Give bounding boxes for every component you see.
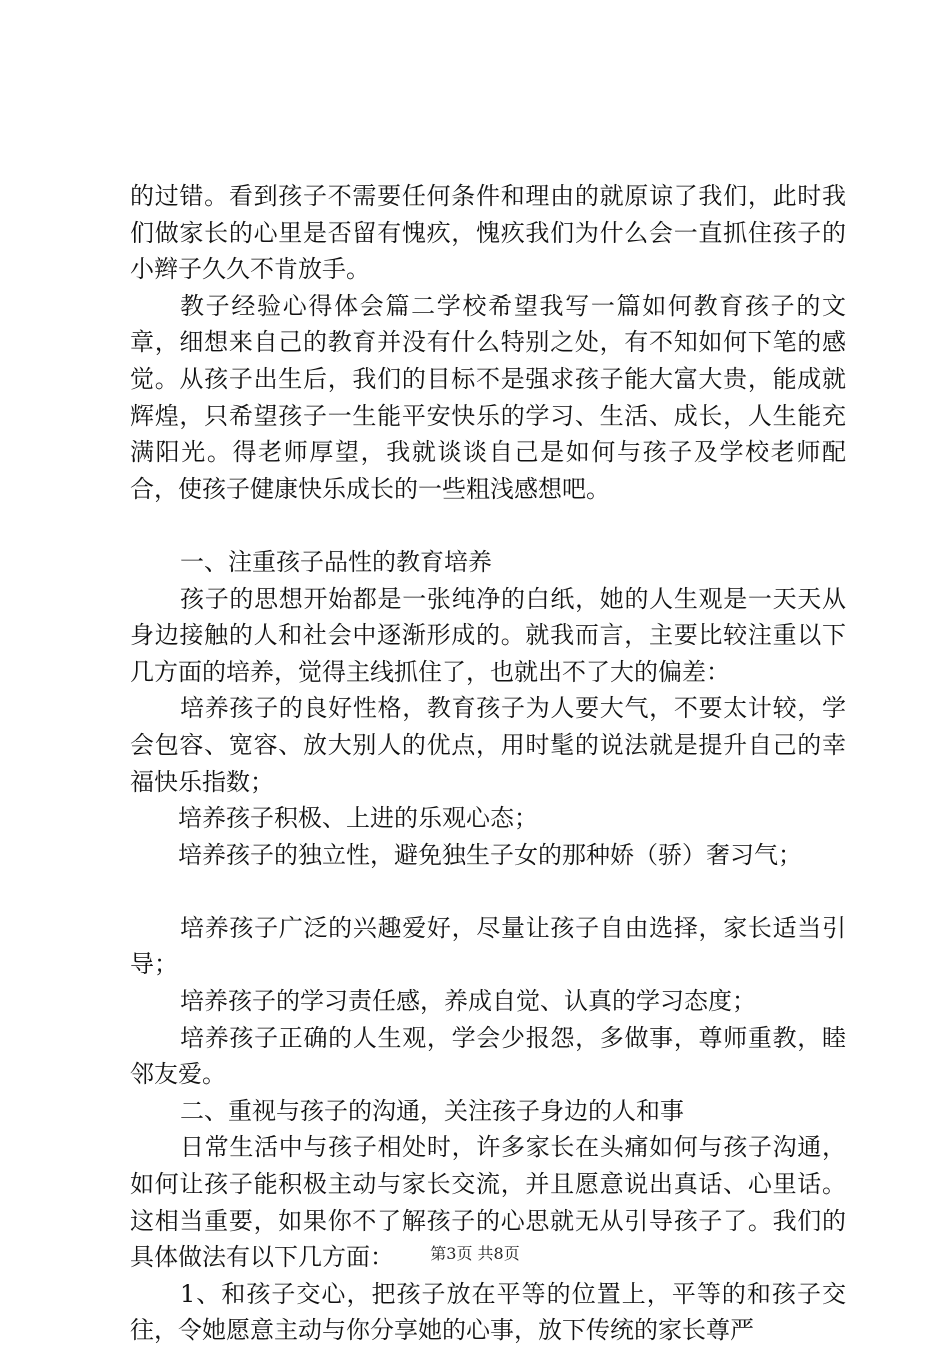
paragraph-continuation: 的过错。看到孩子不需要任何条件和理由的就原谅了我们，此时我们做家长的心里是否留有愧疚，愧疚我们为什么会一直抓住孩子的小辫子久久不肯放手。 [130,182,846,284]
list-item: 1、和孩子交心，把孩子放在平等的位置上，平等的和孩子交往，令她愿意主动与你分享她的心事，放下传统的家长尊严 [130,1279,846,1345]
list-item: 培养孩子的良好性格，教育孩子为人要大气，不要太计较，学会包容、宽容、放大别人的优点，用时髦的说法就是提升自己的幸福快乐指数； [130,694,846,796]
section-heading-2: 二、重视与孩子的沟通，关注孩子身边的人和事 [180,1096,684,1125]
list-item: 培养孩子积极、上进的乐观心态； [178,804,538,833]
list-item: 培养孩子广泛的兴趣爱好，尽量让孩子自由选择，家长适当引导； [130,913,846,979]
list-item: 培养孩子的学习责任感，养成自觉、认真的学习态度； [180,987,756,1016]
list-item: 培养孩子正确的人生观，学会少报怨，多做事，尊师重教，睦邻友爱。 [130,1023,846,1089]
section-heading-1: 一、注重孩子品性的教育培养 [180,547,492,576]
blank-line [130,873,846,910]
paragraph-intro: 教子经验心得体会篇二学校希望我写一篇如何教育孩子的文章，细想来自己的教育并没有什么特别之处，有不知如何下笔的感觉。从孩子出生后，我们的目标不是强求孩子能大富大贵，能成就辉煌，只希望孩子一生能平安快乐的学习、生活、成长，人生能充满阳光。得老师厚望，我就谈谈自己是如何与孩子及学校老师配合，使孩子健康快乐成长的一些粗浅感想吧。 [130,291,846,503]
document-body [130,178,846,1349]
paragraph-section-1: 孩子的思想开始都是一张纯净的白纸，她的人生观是一天天从身边接触的人和社会中逐渐形成的。就我而言，主要比较注重以下几方面的培养，觉得主线抓住了，也就出不了大的偏差： [130,584,846,686]
blank-line [130,507,846,544]
list-item: 培养孩子的独立性，避免独生子女的那种娇（骄）奢习气； [178,840,802,869]
paragraph-section-2: 日常生活中与孩子相处时，许多家长在头痛如何与孩子沟通，如何让孩子能积极主动与家长交流，并且愿意说出真话、心里话。这相当重要，如果你不了解孩子的心思就无从引导孩子了。我们的具体做法有以下几方面： [130,1133,846,1272]
page-footer: 第3页 共8页 [430,1244,520,1263]
